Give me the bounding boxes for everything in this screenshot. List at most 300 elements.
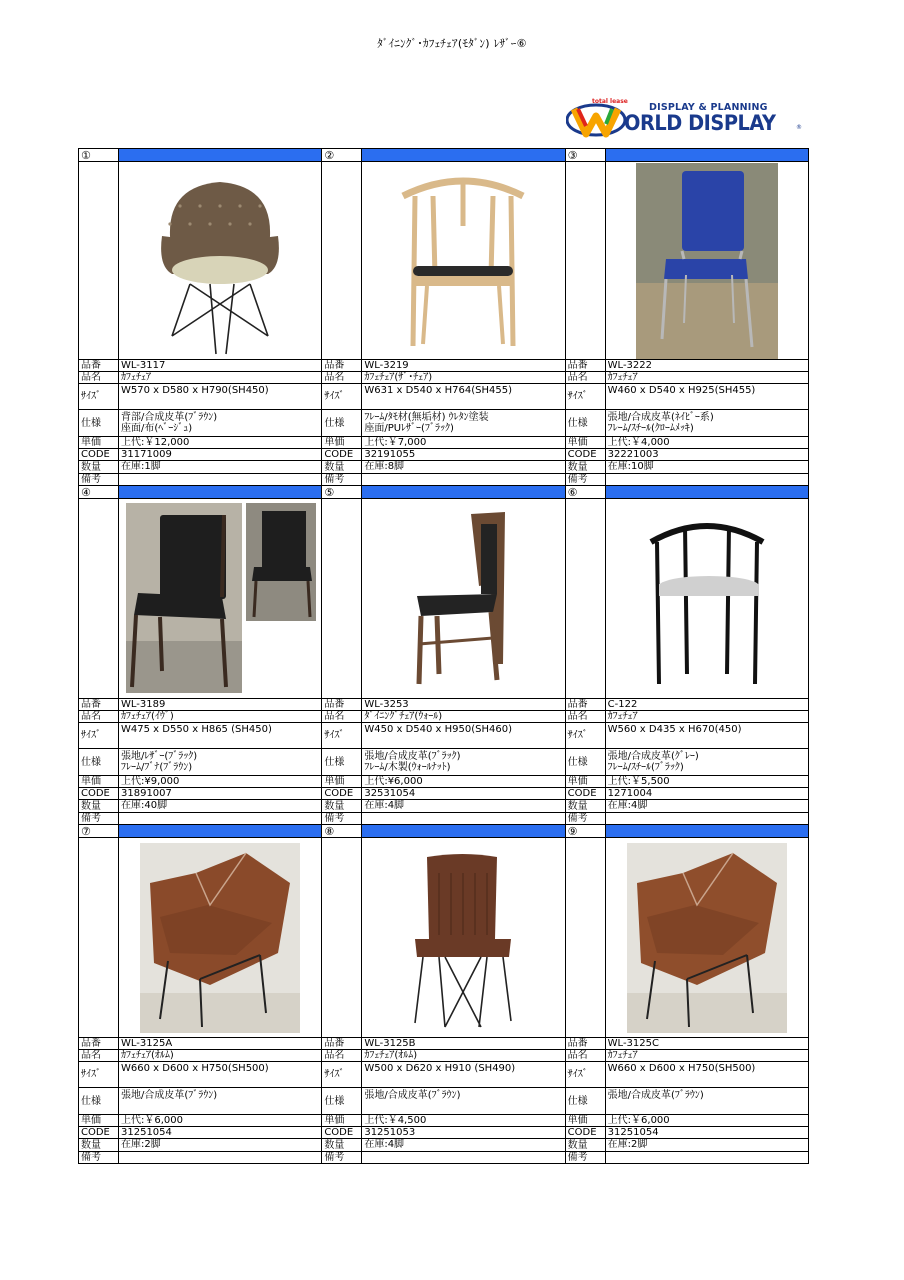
item-code: 32221003: [606, 449, 809, 461]
logo-registered-mark: ®: [796, 124, 802, 131]
label-size: ｻｲｽﾞ: [322, 384, 362, 410]
wooden-armchair-photo: [362, 162, 565, 360]
item-spec-line1: ﾌﾚｰﾑ/ﾀﾓ材(無垢材) ｳﾚﾀﾝ塗装: [364, 412, 489, 423]
brown-lounge-chair-photo: [606, 838, 809, 1038]
item-code-no: WL-3117: [119, 360, 322, 372]
item-photo-row: [566, 162, 809, 360]
label-code-no: 品番: [79, 1038, 119, 1050]
item-row-code-no: [566, 360, 809, 372]
item-code-no: WL-3125C: [606, 1038, 809, 1050]
photo-blank: [322, 162, 362, 360]
item-row-code-no: [79, 1038, 322, 1050]
item-row-qty: [79, 800, 322, 813]
label-code-no: 品番: [322, 360, 362, 372]
item-photo-row: [79, 499, 322, 699]
item-name: ｶﾌｪﾁｪｱ: [119, 372, 322, 384]
item-name: ｶﾌｪﾁｪｱ(ｻﾞ･ﾁｪｱ): [362, 372, 565, 384]
product-item: [566, 486, 809, 825]
item-name: ｶﾌｪﾁｪｱ: [606, 372, 809, 384]
photo-blank: [566, 838, 606, 1038]
item-photo-row: [322, 499, 565, 699]
label-price: 単価: [79, 776, 119, 788]
label-code: CODE: [322, 788, 362, 800]
item-code: 32191055: [362, 449, 565, 461]
label-qty: 数量: [79, 461, 119, 474]
label-note: 備考: [322, 813, 362, 825]
photo-blank: [79, 499, 119, 699]
label-name: 品名: [79, 372, 119, 384]
item-row-size: [79, 1062, 322, 1088]
item-spec: [119, 1088, 322, 1115]
item-code: 31251053: [362, 1127, 565, 1139]
item-spec: [362, 749, 565, 776]
label-qty: 数量: [322, 461, 362, 474]
label-size: ｻｲｽﾞ: [566, 384, 606, 410]
photo-blank: [322, 838, 362, 1038]
item-price: 上代:￥6,000: [119, 1115, 322, 1127]
label-note: 備考: [566, 474, 606, 486]
item-row-name: [566, 372, 809, 384]
label-qty: 数量: [322, 1139, 362, 1152]
item-number-bar: [362, 486, 565, 499]
item-number-bar: [606, 486, 809, 499]
item-code: 31251054: [606, 1127, 809, 1139]
item-number-row: [322, 149, 565, 162]
product-band: [79, 486, 809, 825]
product-band: [79, 149, 809, 486]
page-title: ﾀﾞｲﾆﾝｸﾞ･ｶﾌｪﾁｪｱ(ﾓﾀﾞﾝ) ﾚｻﾞｰ⑥: [377, 37, 527, 50]
label-code: CODE: [322, 1127, 362, 1139]
item-note: [362, 1152, 565, 1164]
label-name: 品名: [566, 711, 606, 723]
item-row-name: [79, 711, 322, 723]
logo-main-text: ORLD DISPLAY: [624, 111, 776, 135]
item-number-bar: [119, 486, 322, 499]
item-row-price: [322, 437, 565, 449]
item-spec: [119, 410, 322, 437]
item-row-price: [322, 1115, 565, 1127]
item-code: 31251054: [119, 1127, 322, 1139]
item-spec-line1: 張地/合成皮革(ﾌﾞﾗｳﾝ): [607, 1090, 704, 1101]
item-row-note: [566, 813, 809, 825]
item-row-code: [79, 788, 322, 800]
item-note: [119, 1152, 322, 1164]
item-row-code-no: [79, 699, 322, 711]
item-number-bar: [119, 825, 322, 838]
item-row-name: [79, 372, 322, 384]
item-number: ③: [566, 149, 606, 162]
label-qty: 数量: [79, 1139, 119, 1152]
black-dining-chair-photo: [119, 499, 322, 699]
item-qty: 在庫:10脚: [606, 461, 809, 474]
item-code-no: WL-3222: [606, 360, 809, 372]
label-code-no: 品番: [566, 360, 606, 372]
label-size: ｻｲｽﾞ: [566, 723, 606, 749]
label-spec: 仕様: [322, 1088, 362, 1115]
item-code-no: WL-3189: [119, 699, 322, 711]
item-photo-row: [322, 162, 565, 360]
item-price: 上代:¥6,000: [362, 776, 565, 788]
item-size: W475 x D550 x H865 (SH450): [119, 723, 322, 749]
item-row-code-no: [322, 360, 565, 372]
item-spec-line2: 座面/布(ﾍﾞｰｼﾞｭ): [121, 423, 193, 434]
item-number-row: [566, 825, 809, 838]
product-band: [79, 825, 809, 1164]
label-note: 備考: [79, 813, 119, 825]
world-display-logo: [566, 98, 806, 140]
item-number-row: [566, 486, 809, 499]
product-item: [79, 825, 322, 1164]
label-size: ｻｲｽﾞ: [322, 1062, 362, 1088]
item-photo-row: [322, 838, 565, 1038]
item-number-row: [566, 149, 809, 162]
item-row-code: [322, 449, 565, 461]
item-note: [606, 813, 809, 825]
steel-ring-chair-photo: [606, 499, 809, 699]
item-name: ﾀﾞｲﾆﾝｸﾞﾁｪｱ(ｳｫｰﾙ): [362, 711, 565, 723]
item-spec: [606, 749, 809, 776]
item-spec-line1: 張地/合成皮革(ｸﾞﾚｰ): [607, 751, 699, 762]
photo-blank: [79, 162, 119, 360]
item-row-name: [322, 711, 565, 723]
item-number: ②: [322, 149, 362, 162]
item-note: [362, 474, 565, 486]
label-code: CODE: [79, 788, 119, 800]
label-code: CODE: [566, 449, 606, 461]
walnut-dining-chair-photo: [362, 499, 565, 699]
label-spec: 仕様: [566, 749, 606, 776]
label-code-no: 品番: [79, 699, 119, 711]
label-size: ｻｲｽﾞ: [322, 723, 362, 749]
item-number: ⑤: [322, 486, 362, 499]
item-spec: [606, 1088, 809, 1115]
item-size: W570 x D580 x H790(SH450): [119, 384, 322, 410]
item-spec: [119, 749, 322, 776]
item-row-price: [79, 437, 322, 449]
label-code: CODE: [79, 1127, 119, 1139]
item-qty: 在庫:40脚: [119, 800, 322, 813]
label-price: 単価: [322, 1115, 362, 1127]
product-grid: [78, 148, 809, 1164]
item-price: 上代:￥4,000: [606, 437, 809, 449]
item-number: ⑧: [322, 825, 362, 838]
item-number: ①: [79, 149, 119, 162]
item-number-bar: [606, 825, 809, 838]
label-qty: 数量: [566, 800, 606, 813]
item-price: 上代:￥12,000: [119, 437, 322, 449]
item-number: ④: [79, 486, 119, 499]
item-qty: 在庫:4脚: [362, 1139, 565, 1152]
item-row-qty: [322, 461, 565, 474]
label-spec: 仕様: [566, 1088, 606, 1115]
w-logo-icon: [566, 100, 630, 140]
label-spec: 仕様: [79, 410, 119, 437]
item-row-qty: [566, 461, 809, 474]
item-row-qty: [322, 800, 565, 813]
label-note: 備考: [322, 474, 362, 486]
item-row-code: [566, 449, 809, 461]
item-spec: [362, 1088, 565, 1115]
item-spec: [606, 410, 809, 437]
item-row-spec: [566, 749, 809, 776]
brown-lounge-chair-photo: [119, 838, 322, 1038]
item-number-bar: [362, 149, 565, 162]
item-name: ｶﾌｪﾁｪｱ: [606, 1050, 809, 1062]
item-spec-line2: ﾌﾚｰﾑ/ｽﾁｰﾙ(ｸﾛｰﾑﾒｯｷ): [607, 423, 694, 434]
item-code-no: WL-3253: [362, 699, 565, 711]
label-note: 備考: [322, 1152, 362, 1164]
item-number-bar: [119, 149, 322, 162]
label-qty: 数量: [566, 1139, 606, 1152]
item-row-qty: [566, 1139, 809, 1152]
item-row-note: [79, 1152, 322, 1164]
label-code-no: 品番: [79, 360, 119, 372]
item-row-code-no: [566, 1038, 809, 1050]
item-row-note: [566, 1152, 809, 1164]
item-row-spec: [566, 1088, 809, 1115]
item-row-note: [566, 474, 809, 486]
label-spec: 仕様: [79, 749, 119, 776]
item-size: W500 x D620 x H910 (SH490): [362, 1062, 565, 1088]
item-qty: 在庫:2脚: [119, 1139, 322, 1152]
label-size: ｻｲｽﾞ: [566, 1062, 606, 1088]
label-note: 備考: [566, 1152, 606, 1164]
item-row-price: [566, 1115, 809, 1127]
item-name: ｶﾌｪﾁｪｱ(ｲｳﾞ): [119, 711, 322, 723]
item-spec-line1: 張地/合成皮革(ﾌﾞﾗｳﾝ): [364, 1090, 461, 1101]
label-code: CODE: [322, 449, 362, 461]
label-size: ｻｲｽﾞ: [79, 384, 119, 410]
item-qty: 在庫:1脚: [119, 461, 322, 474]
item-note: [606, 1152, 809, 1164]
product-item: [322, 149, 565, 486]
label-code: CODE: [79, 449, 119, 461]
item-photo-row: [566, 499, 809, 699]
item-size: W660 x D600 x H750(SH500): [606, 1062, 809, 1088]
label-note: 備考: [566, 813, 606, 825]
label-code-no: 品番: [322, 1038, 362, 1050]
item-spec-line1: 張地/ﾚｻﾞｰ(ﾌﾞﾗｯｸ): [121, 751, 198, 762]
product-item: [566, 825, 809, 1164]
item-price: 上代:￥7,000: [362, 437, 565, 449]
item-number-bar: [362, 825, 565, 838]
label-qty: 数量: [322, 800, 362, 813]
item-price: 上代:￥6,000: [606, 1115, 809, 1127]
logo-top-text: DISPLAY & PLANNING: [649, 102, 768, 113]
item-photo-row: [566, 838, 809, 1038]
item-row-size: [322, 1062, 565, 1088]
product-item: [566, 149, 809, 486]
item-size: W660 x D600 x H750(SH500): [119, 1062, 322, 1088]
label-price: 単価: [79, 1115, 119, 1127]
item-row-price: [79, 1115, 322, 1127]
item-row-spec: [322, 749, 565, 776]
item-spec-line1: 張地/合成皮革(ﾈｲﾋﾞｰ系): [607, 412, 714, 423]
item-note: [606, 474, 809, 486]
item-row-note: [79, 813, 322, 825]
label-price: 単価: [322, 437, 362, 449]
item-row-code-no: [322, 699, 565, 711]
label-name: 品名: [322, 711, 362, 723]
banquet-chair-photo: [606, 162, 809, 360]
label-spec: 仕様: [322, 749, 362, 776]
label-code: CODE: [566, 788, 606, 800]
photo-blank: [566, 499, 606, 699]
photo-blank: [79, 838, 119, 1038]
item-spec-line2: ﾌﾚｰﾑ/ｽﾁｰﾙ(ﾌﾞﾗｯｸ): [607, 762, 684, 773]
label-code-no: 品番: [566, 699, 606, 711]
item-qty: 在庫:4脚: [362, 800, 565, 813]
label-code-no: 品番: [566, 1038, 606, 1050]
label-name: 品名: [322, 1050, 362, 1062]
item-number-bar: [606, 149, 809, 162]
item-spec: [362, 410, 565, 437]
label-spec: 仕様: [79, 1088, 119, 1115]
item-row-price: [566, 776, 809, 788]
item-number: ⑨: [566, 825, 606, 838]
label-price: 単価: [79, 437, 119, 449]
item-size: W631 x D540 x H764(SH455): [362, 384, 565, 410]
item-row-note: [79, 474, 322, 486]
item-number-row: [79, 825, 322, 838]
item-spec-line1: 張地/合成皮革(ﾌﾞﾗｳﾝ): [121, 1090, 218, 1101]
item-name: ｶﾌｪﾁｪｱ(ｵﾙﾑ): [119, 1050, 322, 1062]
item-row-size: [79, 723, 322, 749]
item-row-price: [322, 776, 565, 788]
item-size: W560 x D435 x H670(450): [606, 723, 809, 749]
item-note: [119, 813, 322, 825]
item-row-code: [322, 788, 565, 800]
item-number-row: [322, 825, 565, 838]
item-row-spec: [322, 1088, 565, 1115]
item-row-code: [566, 1127, 809, 1139]
item-note: [119, 474, 322, 486]
item-row-code: [79, 449, 322, 461]
label-qty: 数量: [79, 800, 119, 813]
label-price: 単価: [566, 776, 606, 788]
item-row-note: [322, 474, 565, 486]
item-row-note: [322, 813, 565, 825]
item-row-name: [322, 1050, 565, 1062]
item-number: ⑦: [79, 825, 119, 838]
product-item: [322, 486, 565, 825]
label-note: 備考: [79, 474, 119, 486]
item-spec-line1: 張地/合成皮革(ﾌﾞﾗｯｸ): [364, 751, 461, 762]
item-number-row: [79, 149, 322, 162]
item-code-no: WL-3219: [362, 360, 565, 372]
item-row-code-no: [566, 699, 809, 711]
label-name: 品名: [79, 711, 119, 723]
label-code-no: 品番: [322, 699, 362, 711]
item-row-code: [79, 1127, 322, 1139]
item-row-spec: [566, 410, 809, 437]
item-row-code: [322, 1127, 565, 1139]
item-name: ｶﾌｪﾁｪｱ(ｵﾙﾑ): [362, 1050, 565, 1062]
label-name: 品名: [566, 1050, 606, 1062]
item-price: 上代:￥5,500: [606, 776, 809, 788]
item-price: 上代:￥4,500: [362, 1115, 565, 1127]
brown-tall-chair-photo: [362, 838, 565, 1038]
item-number-row: [79, 486, 322, 499]
label-price: 単価: [566, 437, 606, 449]
item-row-spec: [79, 410, 322, 437]
item-code-no: WL-3125B: [362, 1038, 565, 1050]
label-code: CODE: [566, 1127, 606, 1139]
item-spec-line1: 背部/合成皮革(ﾌﾞﾗｳﾝ): [121, 412, 218, 423]
label-size: ｻｲｽﾞ: [79, 1062, 119, 1088]
item-row-size: [322, 723, 565, 749]
item-size: W460 x D540 x H925(SH455): [606, 384, 809, 410]
item-row-spec: [79, 749, 322, 776]
item-spec-line2: ﾌﾚｰﾑ/木製(ｳｫｰﾙﾅｯﾄ): [364, 762, 451, 773]
label-size: ｻｲｽﾞ: [79, 723, 119, 749]
item-row-size: [79, 384, 322, 410]
item-spec-line2: ﾌﾚｰﾑ/ﾌﾞﾅ(ﾌﾞﾗｳﾝ): [121, 762, 193, 773]
item-row-qty: [322, 1139, 565, 1152]
item-qty: 在庫:8脚: [362, 461, 565, 474]
item-code: 1271004: [606, 788, 809, 800]
item-row-size: [322, 384, 565, 410]
tufted-armchair-photo: [119, 162, 322, 360]
item-row-name: [566, 711, 809, 723]
item-qty: 在庫:2脚: [606, 1139, 809, 1152]
label-spec: 仕様: [322, 410, 362, 437]
item-photo-row: [79, 162, 322, 360]
item-row-name: [322, 372, 565, 384]
item-row-qty: [566, 800, 809, 813]
label-price: 単価: [566, 1115, 606, 1127]
label-name: 品名: [322, 372, 362, 384]
item-row-size: [566, 1062, 809, 1088]
item-row-price: [79, 776, 322, 788]
item-size: W450 x D540 x H950(SH460): [362, 723, 565, 749]
item-row-code-no: [322, 1038, 565, 1050]
item-row-code: [566, 788, 809, 800]
item-row-code-no: [79, 360, 322, 372]
item-qty: 在庫:4脚: [606, 800, 809, 813]
item-code-no: WL-3125A: [119, 1038, 322, 1050]
item-photo-row: [79, 838, 322, 1038]
product-item: [79, 486, 322, 825]
label-spec: 仕様: [566, 410, 606, 437]
label-note: 備考: [79, 1152, 119, 1164]
item-code: 32531054: [362, 788, 565, 800]
logo-small-text: total lease: [592, 98, 628, 105]
item-number: ⑥: [566, 486, 606, 499]
item-name: ｶﾌｪﾁｪｱ: [606, 711, 809, 723]
item-row-name: [79, 1050, 322, 1062]
item-number-row: [322, 486, 565, 499]
item-row-spec: [322, 410, 565, 437]
photo-blank: [322, 499, 362, 699]
item-row-spec: [79, 1088, 322, 1115]
product-item: [79, 149, 322, 486]
label-price: 単価: [322, 776, 362, 788]
item-code: 31171009: [119, 449, 322, 461]
item-row-size: [566, 384, 809, 410]
item-row-note: [322, 1152, 565, 1164]
label-name: 品名: [566, 372, 606, 384]
label-qty: 数量: [566, 461, 606, 474]
item-price: 上代:¥9,000: [119, 776, 322, 788]
item-row-price: [566, 437, 809, 449]
item-row-qty: [79, 1139, 322, 1152]
item-spec-line2: 座面/PUﾚｻﾞｰ(ﾌﾞﾗｯｸ): [364, 423, 454, 434]
photo-blank: [566, 162, 606, 360]
product-item: [322, 825, 565, 1164]
item-note: [362, 813, 565, 825]
item-row-size: [566, 723, 809, 749]
